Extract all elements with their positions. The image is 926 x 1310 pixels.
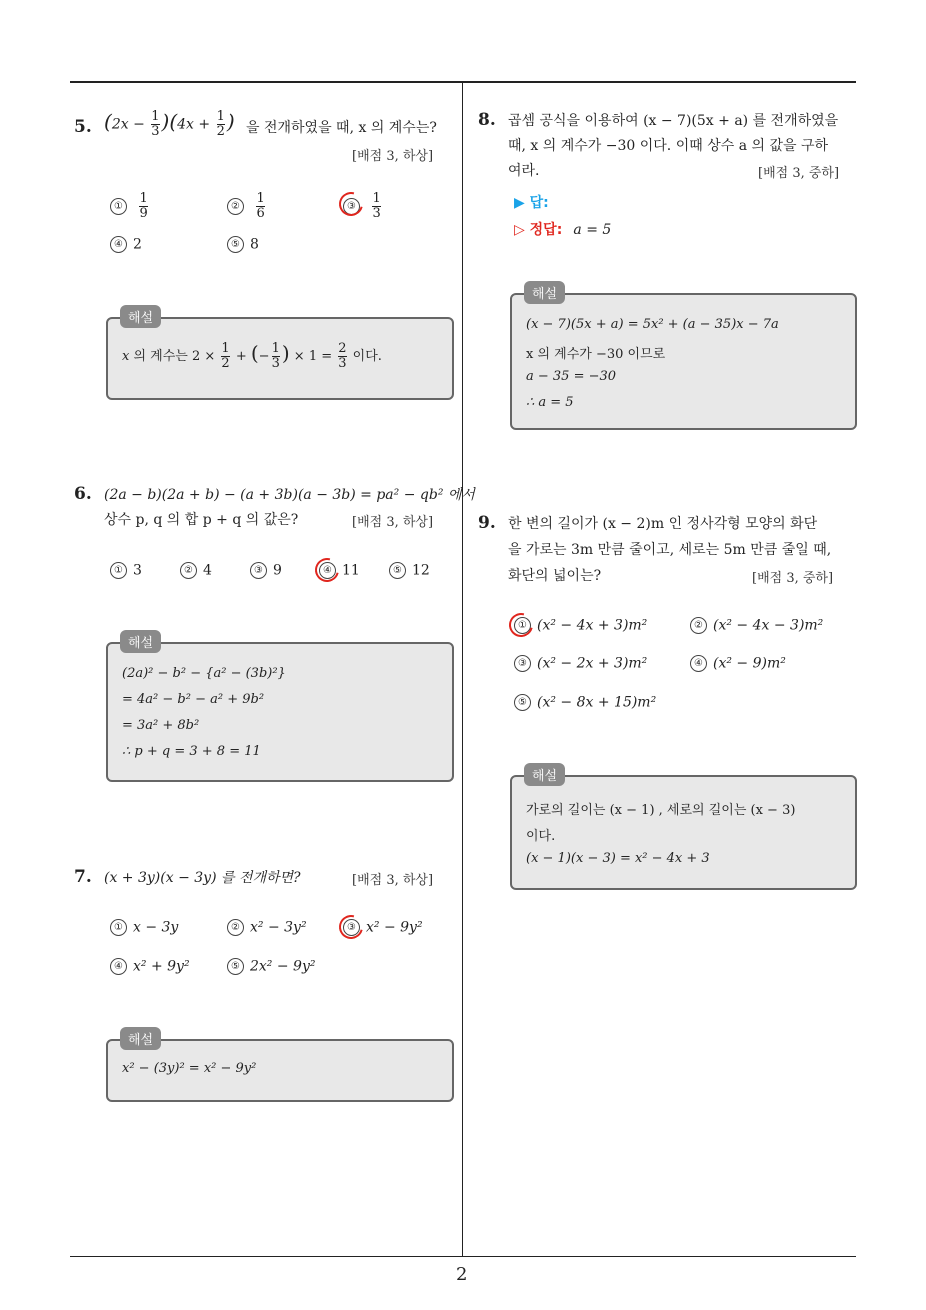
q5-explanation-tag: 해설	[120, 305, 161, 328]
choice-number-icon: ①	[514, 617, 531, 634]
choice-value: 8	[250, 236, 259, 253]
q7-source: [배점 3, 하상]	[352, 873, 434, 888]
q5-choice-5[interactable]	[227, 236, 259, 253]
q6-choice-3[interactable]	[250, 562, 282, 579]
q9-choice-3[interactable]	[514, 655, 647, 672]
q6-number: 6.	[74, 484, 92, 504]
q7-explanation-tag: 해설	[120, 1027, 161, 1050]
q9-explanation-line: (x − 1)(x − 3) = x² − 4x + 3	[526, 851, 710, 866]
choice-number-icon: ④	[690, 655, 707, 672]
q9-choice-5[interactable]	[514, 694, 656, 711]
choice-value: 2	[133, 236, 142, 253]
q9-choice-1[interactable]	[514, 617, 647, 634]
choice-value: (x² − 4x − 3)m²	[713, 617, 824, 634]
choice-value: $\frac{1}{3}$	[372, 191, 381, 221]
choice-value: 4	[203, 562, 212, 579]
choice-number-icon: ②	[690, 617, 707, 634]
q9-explanation-tag: 해설	[524, 763, 565, 786]
choice-value: x² + 9y²	[133, 958, 190, 975]
q5-frac-a: $\frac{1}{3}$	[151, 109, 160, 139]
q9-explanation-line: 이다.	[526, 829, 556, 844]
choice-value: $\frac{1}{6}$	[256, 191, 265, 221]
q9-answer-mark-icon	[505, 609, 538, 642]
q8-question-line3: 여라.	[508, 163, 540, 179]
choice-value: x² − 3y²	[250, 919, 307, 936]
q8-correct-value: a = 5	[573, 222, 612, 238]
page-number: 2	[456, 1264, 468, 1285]
q5-expression: (2x − $\frac{1}{3}$ )(4x + $\frac{1}{2}$ )	[104, 109, 235, 139]
q6-choice-2[interactable]	[180, 562, 212, 579]
q9-explanation-box	[510, 775, 857, 890]
q6-explanation-line: = 3a² + 8b²	[122, 718, 200, 733]
q7-choice-2[interactable]	[227, 919, 307, 936]
q9-source: [배점 3, 중하]	[752, 571, 834, 586]
q7-question-text: (x + 3y)(x − 3y) 를 전개하면?	[104, 870, 301, 886]
q6-question-line2: 상수 p, q 의 합 p + q 의 값은?	[104, 512, 299, 528]
choice-number-icon: ⑤	[389, 562, 406, 579]
choice-value: 11	[342, 562, 360, 579]
q8-explanation-box	[510, 293, 857, 430]
choice-value: 9	[273, 562, 282, 579]
q6-explanation-tag: 해설	[120, 630, 161, 653]
choice-number-icon: ⑤	[227, 958, 244, 975]
q8-correct-label: ▷ 정답:	[514, 222, 563, 238]
q6-source: [배점 3, 하상]	[352, 515, 434, 530]
q8-explanation-line: x 의 계수가 −30 이므로	[526, 347, 666, 362]
choice-number-icon: ③	[514, 655, 531, 672]
choice-number-icon: ①	[110, 919, 127, 936]
choice-number-icon: ⑤	[514, 694, 531, 711]
q8-correct-answer	[514, 219, 611, 239]
q8-explanation-line: (x − 7)(5x + a) = 5x² + (a − 35)x − 7a	[526, 317, 779, 332]
q5-question-text: 을 전개하였을 때, x 의 계수는?	[246, 120, 437, 136]
q6-explanation-line: ∴ p + q = 3 + 8 = 11	[122, 744, 261, 759]
choice-value: $\frac{1}{9}$	[139, 191, 148, 221]
choice-value: (x² − 4x + 3)m²	[537, 617, 648, 634]
q9-question-line2: 을 가로는 3m 만큼 줄이고, 세로는 5m 만큼 줄일 때,	[508, 542, 832, 558]
q8-answer-label: ▶ 답:	[514, 195, 549, 211]
q6-question-line1: (2a − b)(2a + b) − (a + 3b)(a − 3b) = pa² − qb² 에서	[104, 487, 475, 503]
q9-explanation-line: 가로의 길이는 (x − 1) , 세로의 길이는 (x − 3)	[526, 803, 796, 818]
q5-choice-1[interactable]	[110, 192, 150, 221]
choice-number-icon: ④	[319, 562, 336, 579]
q5-explanation-box	[106, 317, 454, 400]
q5-choice-4[interactable]	[110, 236, 142, 253]
choice-number-icon: ④	[110, 958, 127, 975]
q5-number: 5.	[74, 117, 92, 137]
choice-value: (x² − 2x + 3)m²	[537, 655, 648, 672]
choice-number-icon: ④	[110, 236, 127, 253]
q7-number: 7.	[74, 867, 92, 887]
q6-choice-1[interactable]	[110, 562, 142, 579]
choice-number-icon: ②	[227, 919, 244, 936]
q7-explanation-line: x² − (3y)² = x² − 9y²	[122, 1061, 257, 1076]
q7-choice-4[interactable]	[110, 958, 190, 975]
q8-explanation-line: ∴ a = 5	[526, 395, 574, 410]
q8-question-line2: 때, x 의 계수가 −30 이다. 이때 상수 a 의 값을 구하	[508, 138, 829, 154]
q6-explanation-box	[106, 642, 454, 782]
choice-number-icon: ⑤	[227, 236, 244, 253]
choice-number-icon: ③	[343, 198, 360, 215]
choice-value: 12	[412, 562, 430, 579]
q9-number: 9.	[478, 513, 496, 533]
q5-frac-b: $\frac{1}{2}$	[216, 109, 225, 139]
q6-choice-5[interactable]	[389, 562, 430, 579]
q6-explanation-line: = 4a² − b² − a² + 9b²	[122, 692, 265, 707]
choice-number-icon: ①	[110, 562, 127, 579]
bottom-rule	[70, 1256, 856, 1257]
choice-number-icon: ②	[180, 562, 197, 579]
q5-choice-2[interactable]	[227, 192, 267, 221]
choice-number-icon: ③	[250, 562, 267, 579]
q7-choice-5[interactable]	[227, 958, 315, 975]
q9-question-line3: 화단의 넓이는?	[508, 568, 602, 584]
choice-value: 3	[133, 562, 142, 579]
q8-explanation-line: a − 35 = −30	[526, 369, 617, 384]
q9-choice-2[interactable]	[690, 617, 823, 634]
choice-number-icon: ③	[343, 919, 360, 936]
q7-answer-mark-icon	[335, 911, 368, 944]
q6-explanation-line: (2a)² − b² − {a² − (3b)²}	[122, 666, 286, 681]
q5-source: [배점 3, 하상]	[352, 149, 434, 164]
choice-value: x² − 9y²	[366, 919, 423, 936]
q9-question-line1: 한 변의 길이가 (x − 2)m 인 정사각형 모양의 화단	[508, 516, 818, 532]
q9-choice-4[interactable]	[690, 655, 786, 672]
q8-number: 8.	[478, 110, 496, 130]
choice-value: 2x² − 9y²	[250, 958, 316, 975]
q7-choice-1[interactable]	[110, 919, 178, 936]
choice-value: (x² − 9)m²	[713, 655, 786, 672]
q8-question-line1: 곱셈 공식을 이용하여 (x − 7)(5x + a) 를 전개하였을	[508, 113, 839, 129]
q5-explanation-line: x 의 계수는 2 × $\frac{1}{2}$ + (− $\frac{1}{3}$ ) × 1 = $\frac{2}{3}$ 이다.	[122, 341, 382, 371]
choice-number-icon: ②	[227, 198, 244, 215]
choice-value: x − 3y	[133, 919, 179, 936]
choice-number-icon: ①	[110, 198, 127, 215]
column-divider	[462, 83, 463, 1257]
choice-value: (x² − 8x + 15)m²	[537, 694, 657, 711]
q8-source: [배점 3, 중하]	[758, 166, 840, 181]
q6-answer-mark-icon	[311, 554, 344, 587]
q8-explanation-tag: 해설	[524, 281, 565, 304]
top-rule	[70, 81, 856, 83]
